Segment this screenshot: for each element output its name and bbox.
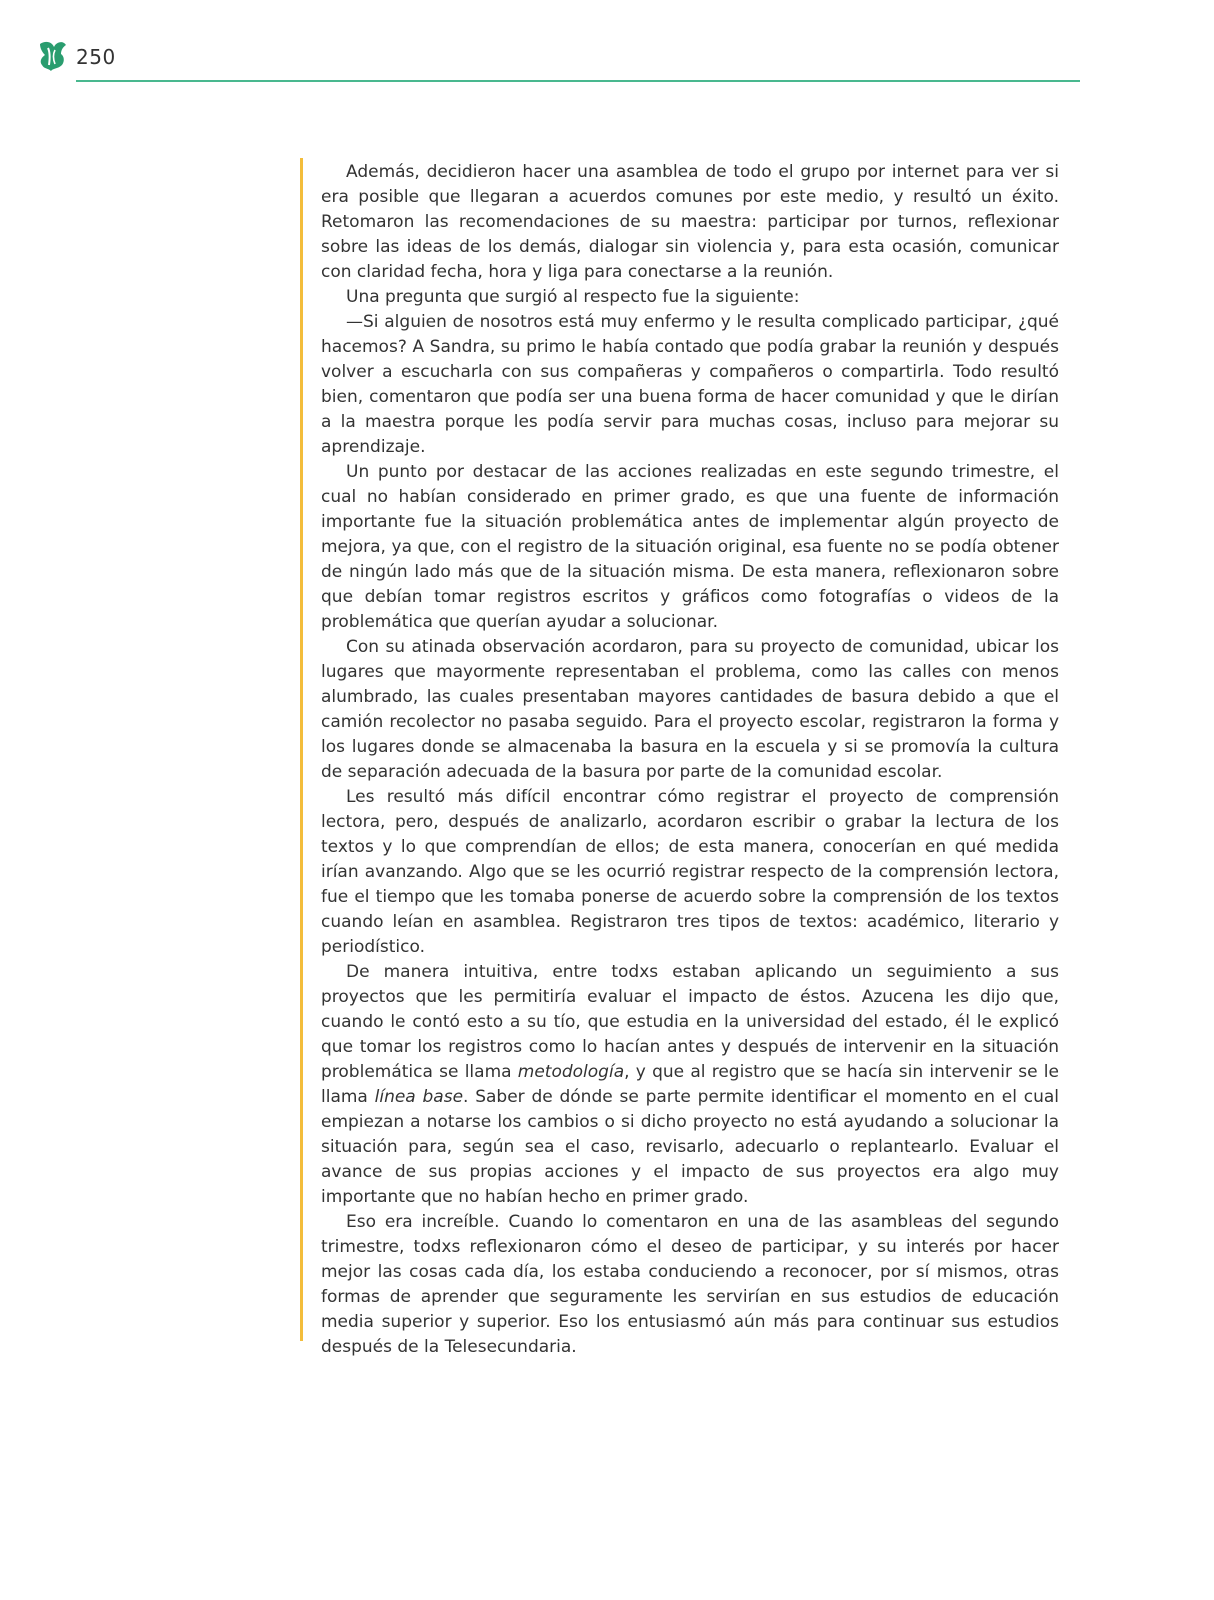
term-metodologia: metodología: [517, 1062, 625, 1082]
header-divider: [76, 80, 1080, 82]
paragraph-with-terms: [321, 960, 1059, 1210]
paragraph: Una pregunta que surgió al respecto fue la siguiente:: [346, 287, 800, 307]
paragraph: Con su atinada observación acordaron, para su proyecto de comunidad, ubicar los lugares que mayormente representaban el problema, como las calles con menos alumbrado, las cuales presentaban mayores cantidades de basura debido a que el camión recolector no pasaba seguido. Para el proyecto escolar, registraron la forma y los lugares donde se almacenaba la basura en la escuela y si se promovía la cultura de separación adecuada de la basura por parte de la comunidad escolar.: [321, 637, 1059, 782]
paragraph: —Si alguien de nosotros está muy enfermo y le resulta complicado participar, ¿qué hacemos? A Sandra, su primo le había contado que podía grabar la reunión y después volver a escucharla con sus compañeras y compañeros o compartirla. Todo resultó bien, comentaron que podía ser una buena forma de hacer comunidad y que le dirían a la maestra porque les podía servir para muchas cosas, incluso para mejorar su aprendizaje.: [321, 312, 1059, 457]
paragraph: Además, decidieron hacer una asamblea de todo el grupo por internet para ver si era posible que llegaran a acuerdos comunes por este medio, y resultó un éxito. Retomaron las recomendaciones de su maestra: participar por turnos, reflexionar sobre las ideas de los demás, dialogar sin violencia y, para esta ocasión, comunicar con claridad fecha, hora y liga para conectarse a la reunión.: [321, 162, 1059, 282]
paragraph: Un punto por destacar de las acciones realizadas en este segundo trimestre, el cual no habían considerado en primer grado, es que una fuente de información importante fue la situación problemática antes de implementar algún proyecto de mejora, ya que, con el registro de la situación original, esa fuente no se podía obtener de ningún lado más que de la situación misma. De esta manera, reflexionaron sobre que debían tomar registros escritos y gráficos como fotografías o videos de la problemática que querían ayudar a solucionar.: [321, 462, 1059, 632]
page-header: [36, 38, 1080, 84]
green-leaf-logo-icon: [36, 38, 68, 74]
body-text: [321, 160, 1059, 1360]
page-number: 250: [76, 45, 116, 69]
text-run: . Saber de dónde se parte permite identificar el momento en el cual empiezan a notarse los cambios o si dicho proyecto no está ayudando a solucionar la situación para, según sea el caso, revisarlo, adecuarlo o replantearlo. Evaluar el avance de sus propias acciones y el impacto de sus proyectos era algo muy importante que no habían hecho en primer grado.: [321, 1087, 1059, 1207]
paragraph: Les resultó más difícil encontrar cómo registrar el proyecto de comprensión lectora, pero, después de analizarlo, acordaron escribir o grabar la lectura de los textos y lo que comprendían de ellos; de esta manera, conocerían en qué medida irían avanzando. Algo que se les ocurrió registrar respecto de la comprensión lectora, fue el tiempo que les tomaba ponerse de acuerdo sobre la comprensión de los textos cuando leían en asamblea. Registraron tres tipos de textos: académico, literario y periodístico.: [321, 787, 1059, 957]
text-run: De manera intuitiva, entre todxs estaban aplicando un seguimiento a sus proyectos que les permitiría evaluar el impacto de éstos. Azucena les dijo que, cuando le contó esto a su tío, que estudia en la universidad del estado, él le explicó que tomar los registros como lo hacían antes y después de intervenir en la situación problemática se llama: [321, 962, 1059, 1082]
text-run: , y que al registro que se hacía sin intervenir se le llama: [321, 1062, 1059, 1107]
paragraph: Eso era increíble. Cuando lo comentaron en una de las asambleas del segundo trimestre, todxs reflexionaron cómo el deseo de participar, y su interés por hacer mejor las cosas cada día, los estaba conduciendo a reconocer, por sí mismos, otras formas de aprender que seguramente les servirían en sus estudios de educación media superior y superior. Eso los entusiasmó aún más para continuar sus estudios después de la Telesecundaria.: [321, 1212, 1059, 1357]
term-linea-base: línea base: [374, 1087, 464, 1107]
margin-accent-bar: [300, 158, 303, 1341]
